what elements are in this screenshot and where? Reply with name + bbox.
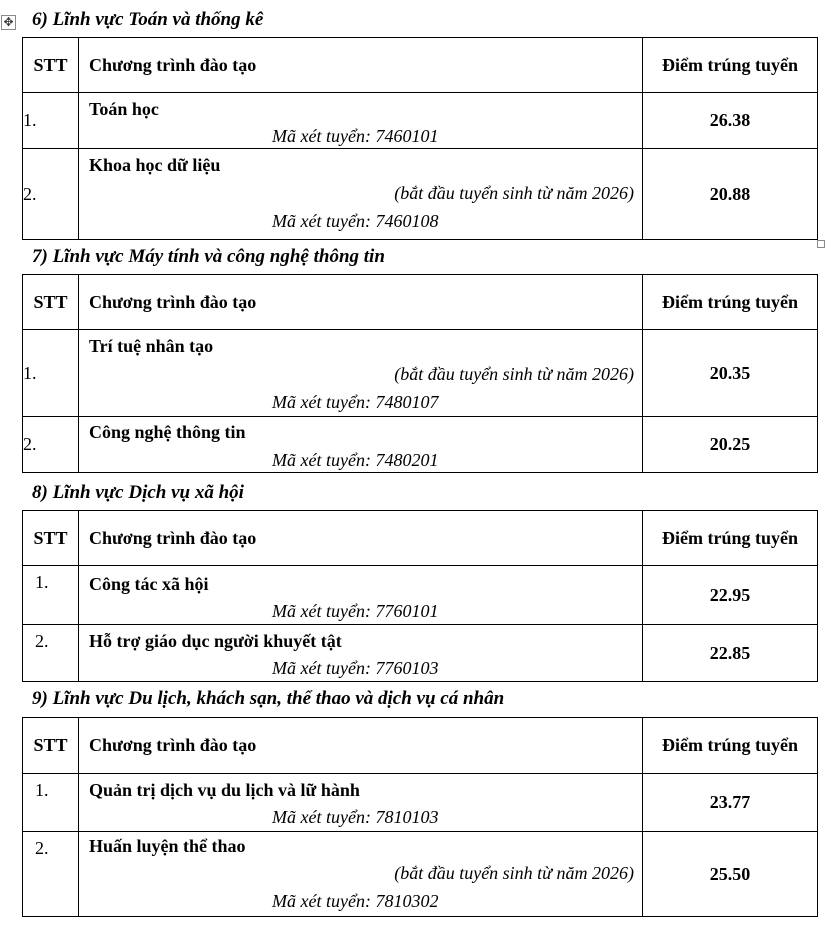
program-code: Mã xét tuyển: 7810302 [272, 891, 439, 911]
program-note: (bắt đầu tuyển sinh từ năm 2026) [394, 364, 634, 384]
table-move-handle-icon[interactable]: ✥ [1, 15, 16, 30]
program-cell [79, 417, 643, 473]
table-row [23, 149, 818, 240]
admission-score: 25.50 [643, 832, 818, 917]
program-code: Mã xét tuyển: 7760101 [272, 601, 439, 621]
admission-table [22, 37, 818, 240]
row-number: 2. [23, 417, 79, 473]
admission-score: 20.35 [643, 330, 818, 417]
table-row [23, 625, 818, 682]
section-title: 8) Lĩnh vực Dịch vụ xã hội [32, 482, 244, 503]
header-stt: STT [23, 511, 79, 566]
header-score: Điểm trúng tuyển [643, 275, 818, 330]
table-row [23, 832, 818, 917]
program-name: Khoa học dữ liệu [89, 155, 221, 175]
header-score: Điểm trúng tuyển [643, 511, 818, 566]
program-code: Mã xét tuyển: 7460108 [272, 211, 439, 231]
table-header-row [23, 511, 818, 566]
admission-table [22, 274, 818, 473]
program-code: Mã xét tuyển: 7480107 [272, 392, 439, 412]
table-row [23, 566, 818, 625]
admission-score: 26.38 [643, 93, 818, 149]
header-stt: STT [23, 275, 79, 330]
program-code: Mã xét tuyển: 7460101 [272, 126, 439, 146]
program-name: Toán học [89, 99, 159, 119]
table-header-row [23, 275, 818, 330]
row-number: 1. [35, 780, 49, 800]
row-number: 2. [35, 631, 49, 651]
table-row [23, 93, 818, 149]
row-number: 2. [35, 838, 49, 858]
header-stt: STT [23, 38, 79, 93]
table-resize-handle[interactable] [817, 240, 825, 248]
admission-table [22, 510, 818, 682]
program-cell [79, 330, 643, 417]
section-title: 6) Lĩnh vực Toán và thống kê [32, 9, 264, 30]
program-name: Quản trị dịch vụ du lịch và lữ hành [89, 780, 360, 800]
program-code: Mã xét tuyển: 7480201 [272, 450, 439, 470]
program-name: Công nghệ thông tin [89, 422, 246, 442]
row-number: 1. [23, 330, 79, 417]
row-number-cell [23, 566, 79, 625]
row-number: 1. [35, 572, 49, 592]
program-code: Mã xét tuyển: 7760103 [272, 658, 439, 678]
program-cell [79, 566, 643, 625]
section-title: 9) Lĩnh vực Du lịch, khách sạn, thể thao và dịch vụ cá nhân [32, 688, 505, 709]
admission-score: 23.77 [643, 774, 818, 832]
table-row [23, 330, 818, 417]
program-name: Hỗ trợ giáo dục người khuyết tật [89, 631, 342, 651]
program-cell [79, 93, 643, 149]
admission-score: 22.95 [643, 566, 818, 625]
program-note: (bắt đầu tuyển sinh từ năm 2026) [394, 183, 634, 203]
row-number: 1. [23, 93, 79, 149]
header-score: Điểm trúng tuyển [643, 718, 818, 774]
admission-score: 22.85 [643, 625, 818, 682]
header-program: Chương trình đào tạo [79, 511, 643, 566]
program-code: Mã xét tuyển: 7810103 [272, 807, 439, 827]
header-program: Chương trình đào tạo [79, 38, 643, 93]
table-row [23, 774, 818, 832]
row-number-cell [23, 625, 79, 682]
program-name: Huấn luyện thể thao [89, 836, 246, 856]
section-title: 7) Lĩnh vực Máy tính và công nghệ thông tin [32, 246, 385, 267]
program-name: Công tác xã hội [89, 574, 209, 594]
program-cell [79, 774, 643, 832]
header-score: Điểm trúng tuyển [643, 38, 818, 93]
row-number: 2. [23, 149, 79, 240]
program-note: (bắt đầu tuyển sinh từ năm 2026) [394, 863, 634, 883]
program-cell [79, 625, 643, 682]
program-cell [79, 149, 643, 240]
table-row [23, 417, 818, 473]
table-header-row [23, 38, 818, 93]
header-program: Chương trình đào tạo [79, 718, 643, 774]
admission-score: 20.88 [643, 149, 818, 240]
row-number-cell [23, 832, 79, 917]
program-cell [79, 832, 643, 917]
admission-table [22, 717, 818, 917]
program-name: Trí tuệ nhân tạo [89, 336, 214, 356]
header-program: Chương trình đào tạo [79, 275, 643, 330]
row-number-cell [23, 774, 79, 832]
header-stt: STT [23, 718, 79, 774]
table-header-row [23, 718, 818, 774]
admission-score: 20.25 [643, 417, 818, 473]
